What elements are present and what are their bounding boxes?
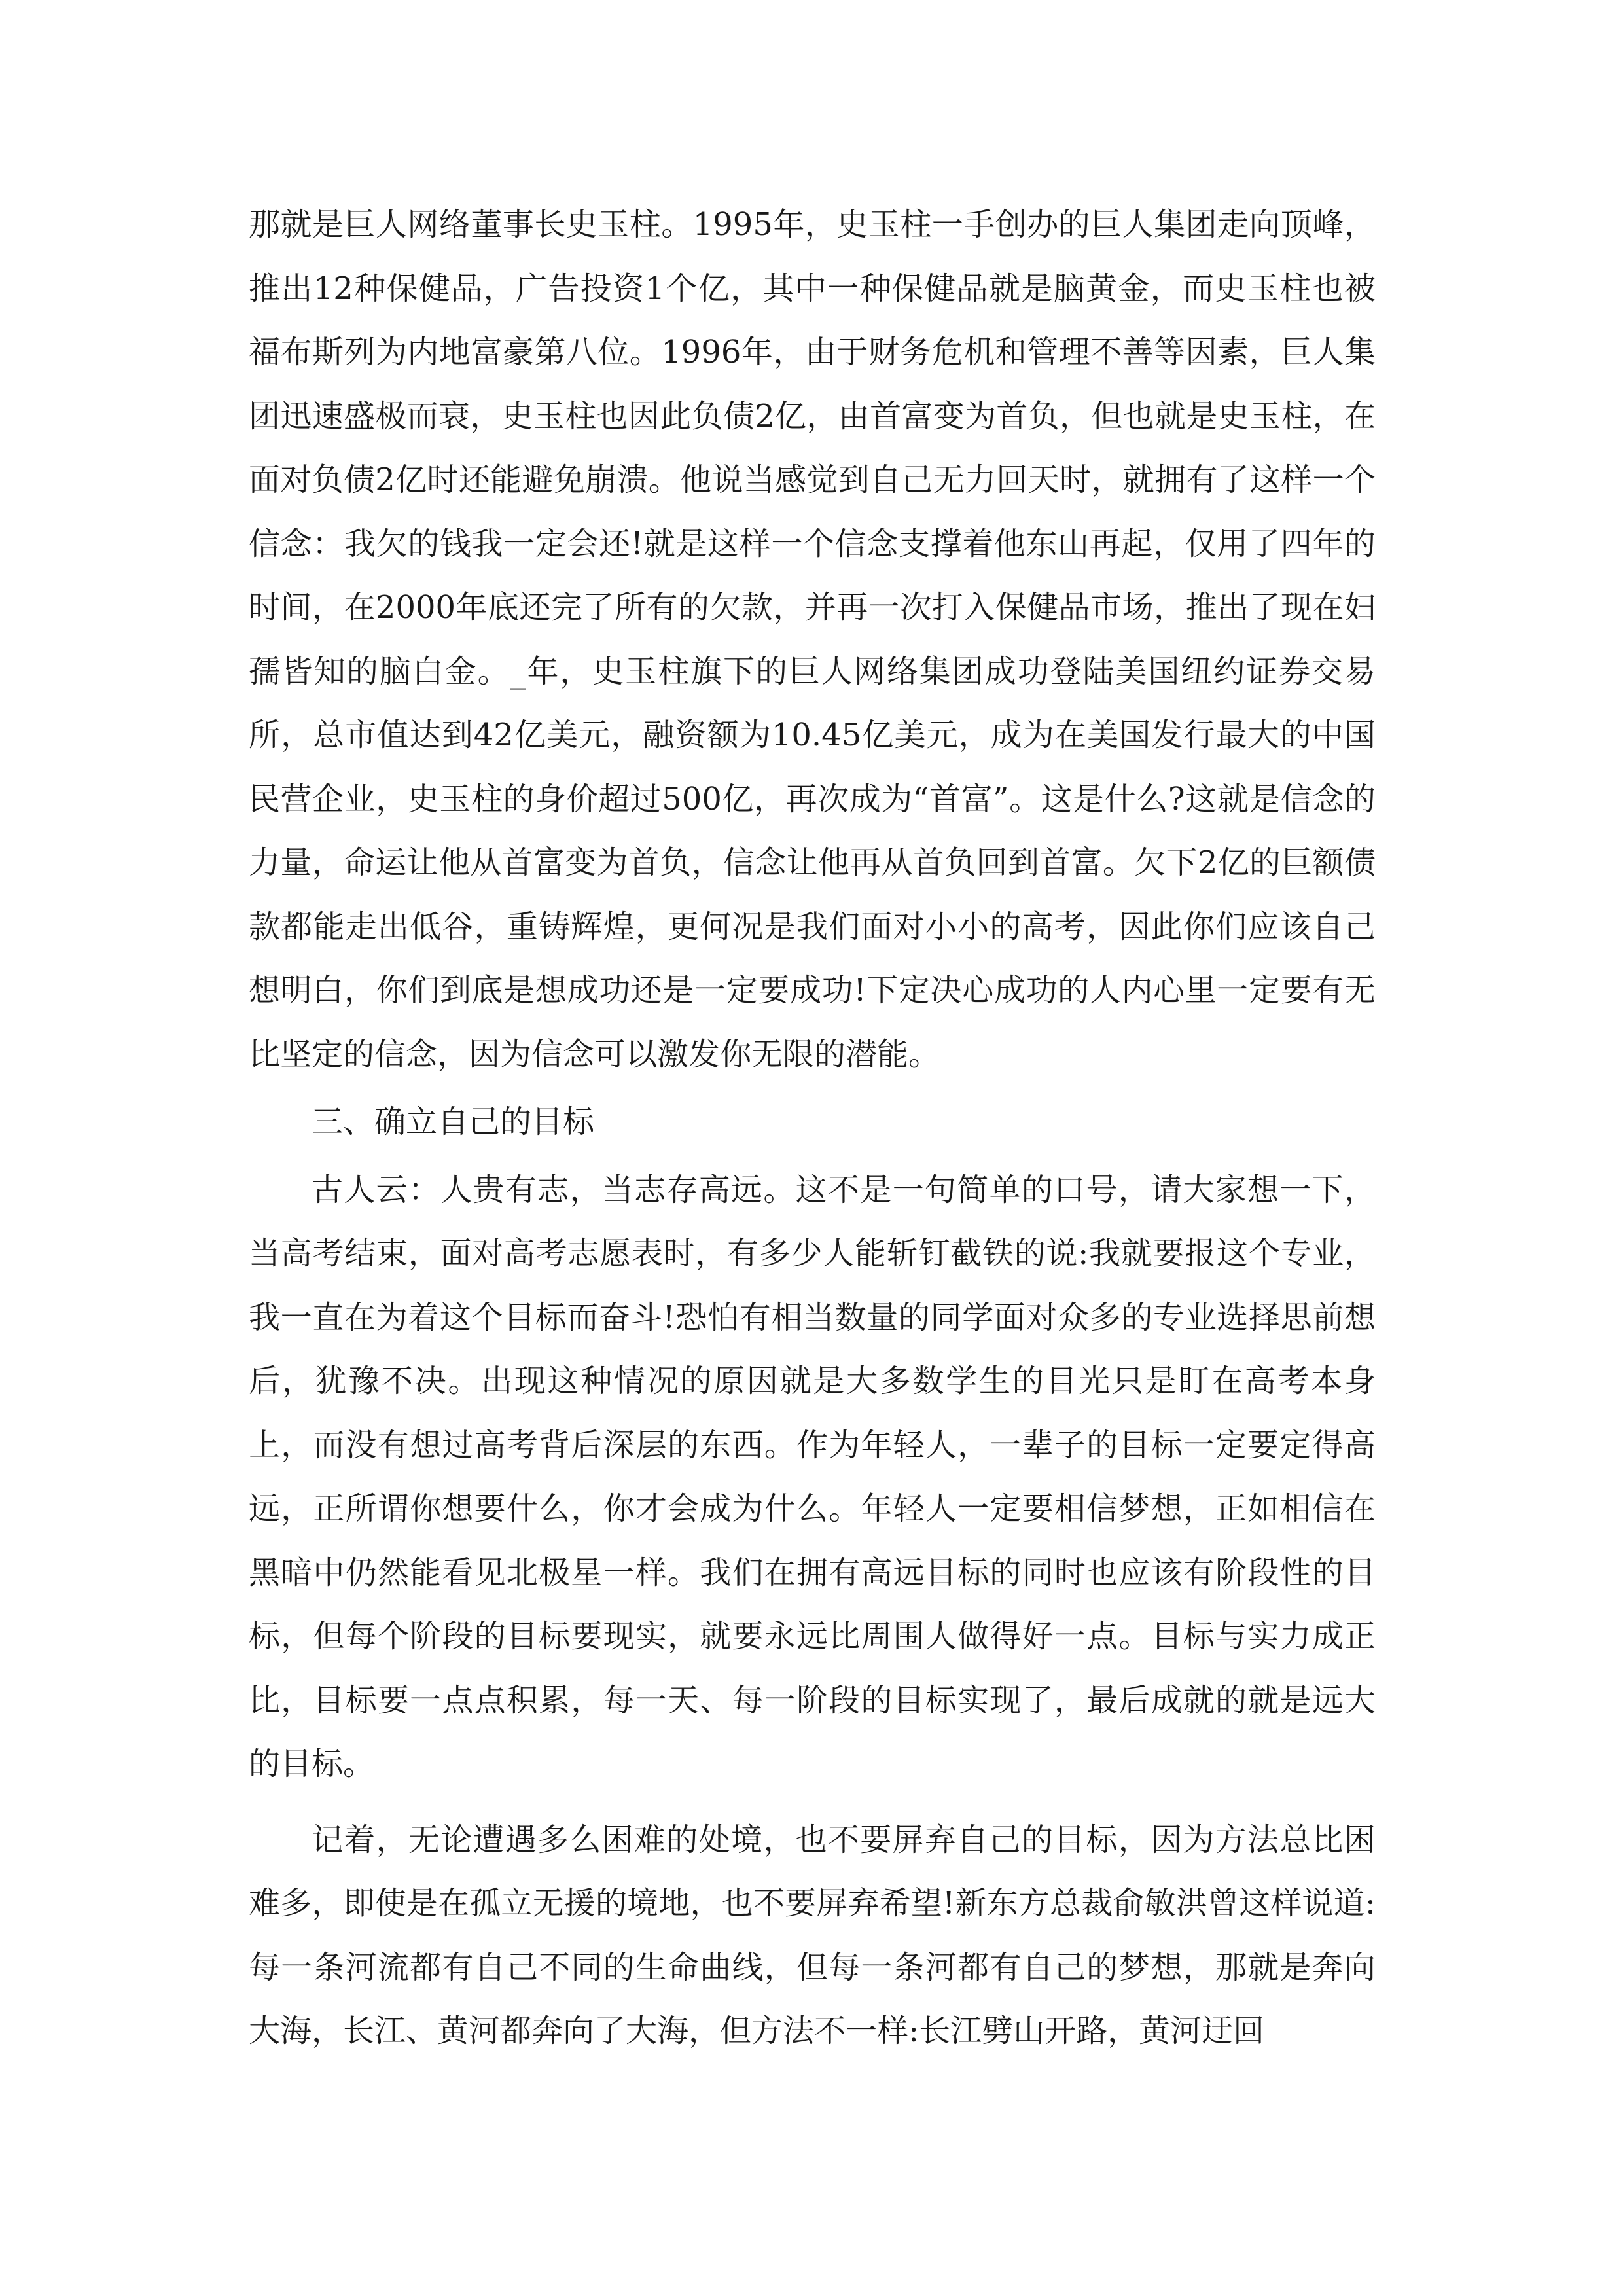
document-body <box>249 193 1376 2064</box>
body-paragraph-shi-yuzhu: 那就是巨人网络董事长史玉柱。1995年，史玉柱一手创办的巨人集团走向顶峰，推出12种保健品，广告投资1个亿，其中一种保健品就是脑黄金，而史玉柱也被福布斯列为内地富豪第八位。1996年，由于财务危机和管理不善等因素，巨人集团迅速盛极而衰，史玉柱也因此负债2亿，由首富变为首负，但也就是史玉柱，在面对负债2亿时还能避免崩溃。他说当感觉到自己无力回天时，就拥有了这样一个信念：我欠的钱我一定会还!就是这样一个信念支撑着他东山再起，仅用了四年的时间，在2000年底还完了所有的欠款，并再一次打入保健品市场，推出了现在妇孺皆知的脑白金。_年，史玉柱旗下的巨人网络集团成功登陆美国纽约证券交易所，总市值达到42亿美元，融资额为10.45亿美元，成为在美国发行最大的中国民营企业，史玉柱的身价超过500亿，再次成为“首富”。这是什么?这就是信念的力量，命运让他从首富变为首负，信念让他再从首负回到首富。欠下2亿的巨额债款都能走出低谷，重铸辉煌，更何况是我们面对小小的高考，因此你们应该自己想明白，你们到底是想成功还是一定要成功!下定决心成功的人内心里一定要有无比坚定的信念，因为信念可以激发你无限的潜能。 <box>249 206 1376 1073</box>
body-paragraph-persistence: 记着，无论遭遇多么困难的处境，也不要屏弃自己的目标，因为方法总比困难多，即使是在孤立无援的境地，也不要屏弃希望!新东方总裁俞敏洪曾这样说道:每一条河流都有自己不同的生命曲线，但每一条河都有自己的梦想，那就是奔向大海，长江、黄河都奔向了大海，但方法不一样:长江劈山开路，黄河迂回 <box>249 1821 1376 2049</box>
section-heading: 三、确立自己的目标 <box>312 1103 595 1140</box>
body-paragraph-goals: 古人云：人贵有志，当志存高远。这不是一句简单的口号，请大家想一下，当高考结束，面对高考志愿表时，有多少人能斩钉截铁的说:我就要报这个专业，我一直在为着这个目标而奋斗!恐怕有相当数量的同学面对众多的专业选择思前想后，犹豫不决。出现这种情况的原因就是大多数学生的目光只是盯在高考本身上，而没有想过高考背后深层的东西。作为年轻人，一辈子的目标一定要定得高远，正所谓你想要什么，你才会成为什么。年轻人一定要相信梦想，正如相信在黑暗中仍然能看见北极星一样。我们在拥有高远目标的同时也应该有阶段性的目标，但每个阶段的目标要现实，就要永远比周围人做得好一点。目标与实力成正比，目标要一点点积累，每一天、每一阶段的目标实现了，最后成就的就是远大的目标。 <box>249 1171 1376 1782</box>
